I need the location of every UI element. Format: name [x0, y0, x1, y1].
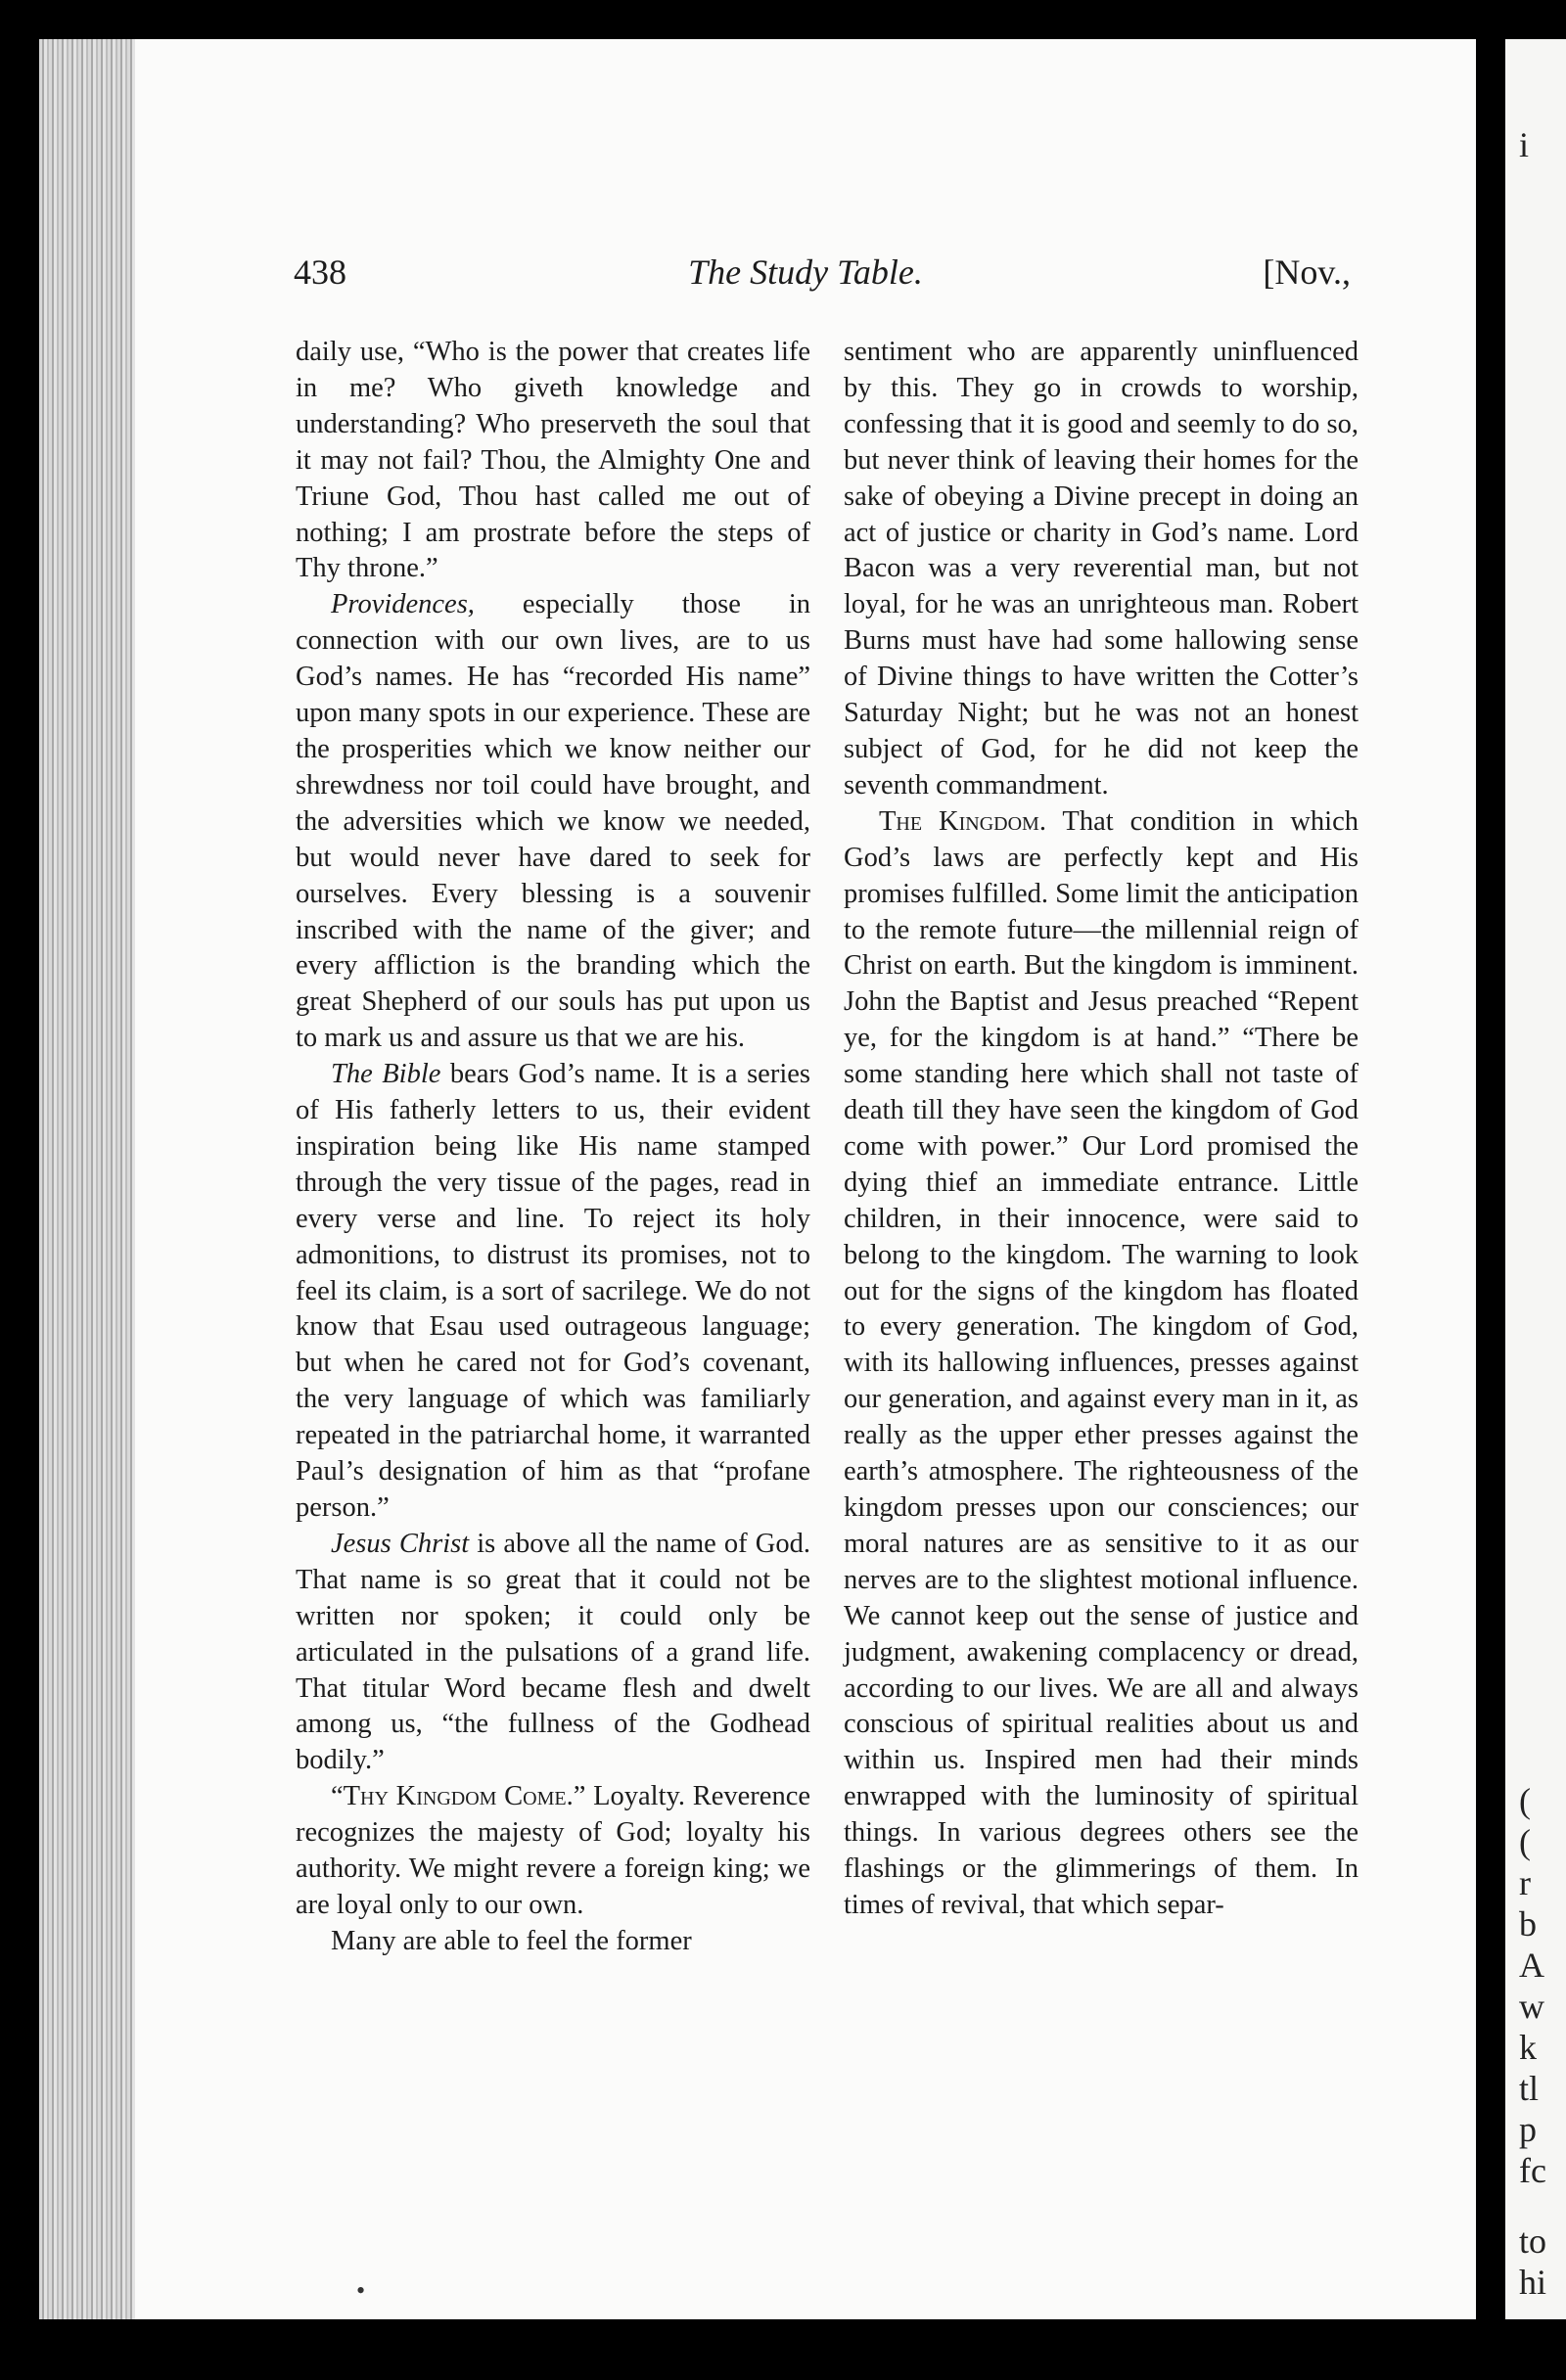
paragraph-body: especially those in connection with our own lives, are to us God’s names. He has “recorded His name” upon many spots in our experience. These are the prosperities which we know neither our shrewdness nor toil could have brought, and the adversities which we know we needed, but would never have dared to seek for ourselves. Every blessing is a souvenir inscribed with the name of the giver; and every affliction is the branding which the great Shepherd of our souls has put upon us to mark us and assure us that we are his. [296, 589, 810, 1054]
left-column [296, 335, 810, 1960]
fragment: ( [1519, 1781, 1531, 1820]
fragment: A [1519, 1945, 1544, 1985]
book-page [135, 39, 1476, 2319]
paragraph-body: is above all the name of God. That name is so great that it could not be written nor spoken; it could only be articulated in the pulsations of a grand life. That titular Word became flesh and dwelt among us, “the fullness of the Godhead bodily.” [296, 1528, 811, 1776]
fragment: i [1519, 125, 1530, 164]
paragraph: daily use, “Who is the power that creates life in me? Who giveth knowledge and understanding? Who preserveth the soul that it may not fail? Thou, the Almighty One and Triune God, Thou hast called me out of nothing; I am prostrate before the steps of Thy throne.” [296, 337, 810, 584]
page-number: 438 [294, 252, 346, 292]
page-header [135, 243, 1476, 301]
paragraph-lead: Providences, [331, 589, 475, 620]
fragment: k [1519, 2028, 1537, 2067]
paragraph [844, 804, 1359, 1924]
fragment: hi [1519, 2263, 1547, 2302]
paragraph-lead: The Bible [331, 1059, 441, 1090]
section-heading: “Thy Kingdom Come.” [331, 1781, 586, 1812]
book-page-edges [39, 39, 137, 2319]
fragment: to [1519, 2221, 1547, 2261]
fragment: b [1519, 1904, 1537, 1944]
fragment: p [1519, 2110, 1537, 2149]
paragraph [296, 1527, 810, 1779]
right-column [844, 335, 1359, 1924]
paragraph [296, 1057, 810, 1527]
paragraph [296, 1779, 810, 1924]
running-title: The Study Table. [688, 252, 923, 292]
fragment: w [1519, 1987, 1544, 2026]
paragraph [296, 587, 810, 1057]
section-heading: The Kingdom. [879, 805, 1046, 837]
next-page-edge [1505, 39, 1566, 2319]
fragment: fc [1519, 2151, 1546, 2190]
fragment: tl [1519, 2069, 1540, 2108]
ink-speck: • [356, 2276, 366, 2305]
fragment: r [1519, 1863, 1531, 1902]
issue-month: [Nov., [1263, 252, 1351, 292]
paragraph-body: bears God’s name. It is a series of His fatherly letters to us, their evident inspiration being like His name stamped through the very tissue of the pages, read in every verse and line. To reject its holy admonitions, to distrust its promises, not to feel its claim, is a sort of sacrilege. We do not know that Esau used outrageous language; but when he cared not for God’s covenant, the very language of which was familiarly repeated in the patriarchal home, it warranted Paul’s designation of him as that “profane person.” [296, 1059, 810, 1523]
paragraph-lead: Jesus Christ [331, 1528, 470, 1559]
paragraph: Many are able to feel the former [331, 1925, 692, 1956]
fragment: ( [1519, 1822, 1531, 1861]
paragraph-body: Loyalty. Reverence recognizes the majesty of God; loyalty his authority. We might revere a foreign king; we are loyal only to our own. [296, 1781, 810, 1920]
paragraph: sentiment who are apparently uninfluenced by this. They go in crowds to worship, confessing that it is good and seemly to do so, but never think of leaving their homes for the sake of obeying a Divine precept in doing an act of justice or charity in God’s name. Lord Bacon was a very reverential man, but not loyal, for he was an unrighteous man. Robert Burns must have had some hallowing sense of Divine things to have written the Cotter’s Saturday Night; but he was not an honest subject of God, for he did not keep the seventh commandment. [844, 337, 1359, 801]
paragraph-body: That condition in which God’s laws are perfectly kept and His promises fulfilled. Some limit the anticipation to the remote future—the millennial reign of Christ on earth. But the kingdom is imminent. John the Baptist and Jesus preached “Repent ye, for the kingdom is at hand.” “There be some standing here which shall not taste of death till they have seen the kingdom of God come with power.” Our Lord promised the dying thief an immediate entrance. Little children, in their innocence, were said to belong to the kingdom. The warning to look out for the signs of the kingdom has floated to every generation. The kingdom of God, with its hallowing influences, presses against our generation, and against every man in it, as really as the upper ether presses against the earth’s atmosphere. The righteousness of the kingdom presses upon our consciences; our moral natures are as sensitive to it as our nerves are to the slightest motional influence. We cannot keep out the sense of justice and judgment, awakening complacency or dread, according to our lives. We are all and always conscious of spiritual realities about us and within us. Inspired men had their minds enwrapped with the luminosity of spiritual things. In various degrees others see the flashings or the glimmerings of them. In times of revival, that which separ- [844, 805, 1359, 1920]
